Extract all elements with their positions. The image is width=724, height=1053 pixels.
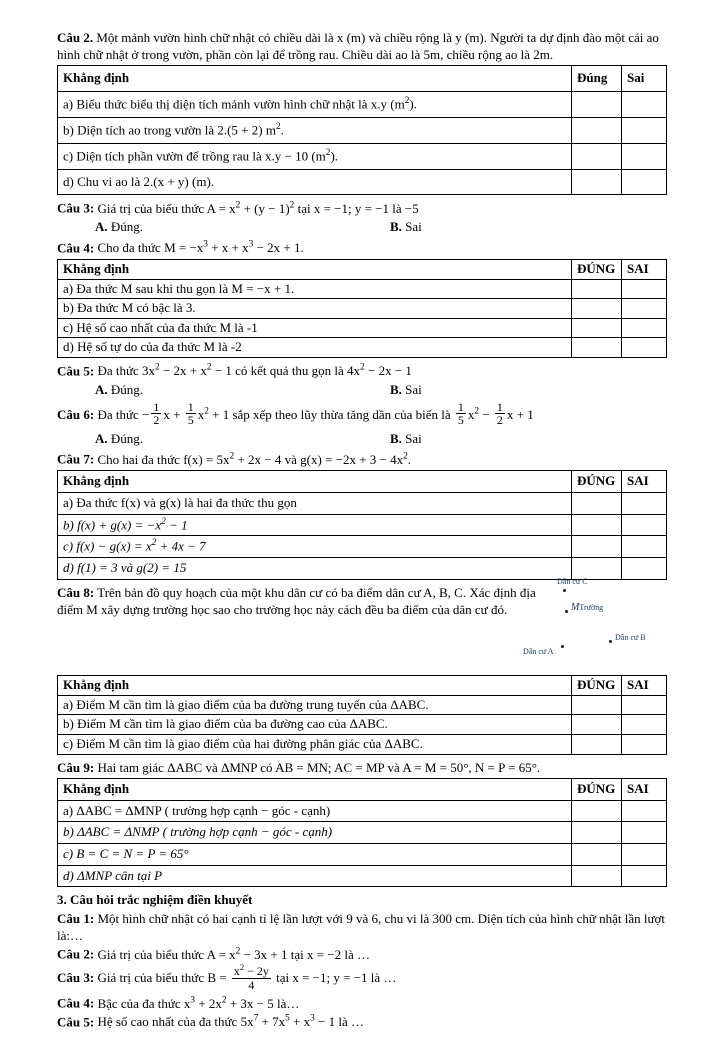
- answer-true-cell[interactable]: [572, 338, 622, 358]
- question-2-label: Câu 2.: [57, 30, 94, 45]
- fill-question-5: [57, 1014, 667, 1031]
- answer-true-cell[interactable]: [572, 169, 622, 195]
- option-b: [390, 382, 422, 399]
- table-row: [58, 865, 667, 887]
- answer-true-cell[interactable]: [572, 822, 622, 844]
- table-row: [58, 143, 667, 169]
- option-a: [95, 219, 390, 236]
- option-b-label: B.: [390, 381, 402, 397]
- table-row: [58, 822, 667, 844]
- option-a-text: Đúng.: [107, 381, 144, 397]
- statement-cell: d) Hệ số tự do của đa thức M là -2: [58, 338, 572, 358]
- fill-question-2-text: Giá trị của biểu thức $A = x^2 - 3x + 1$ tại x = −2 là …: [94, 946, 371, 962]
- table-row: [58, 715, 667, 735]
- question-9-text: Hai tam giác ΔABC và ΔMNP có AB = MN; AC = MP và A = M = 50°, N = P = 65°.: [94, 759, 541, 775]
- table-row: [58, 536, 667, 558]
- table-row: [58, 514, 667, 536]
- question-6: [57, 399, 667, 429]
- option-b-label: B.: [390, 430, 402, 446]
- answer-true-cell[interactable]: [572, 143, 622, 169]
- answer-true-cell[interactable]: [572, 844, 622, 866]
- question-3-options: [57, 219, 667, 236]
- statement-cell: c) Diện tích phần vườn để trồng rau là x.y − 10 $(m^2)$.: [58, 143, 572, 169]
- q8-map-diagram: [517, 577, 667, 665]
- point-label-m-truong: [571, 603, 603, 613]
- option-b: [390, 431, 422, 448]
- table-row: [58, 169, 667, 195]
- table-row: [58, 299, 667, 319]
- option-b-text: Sai: [401, 430, 422, 446]
- statement-cell: a) Điểm M cần tìm là giao điểm của ba đường trung tuyến của ΔABC.: [58, 695, 572, 715]
- question-3: [57, 200, 667, 217]
- section-3-heading: 3. Câu hỏi trắc nghiệm điền khuyết: [57, 892, 253, 908]
- answer-false-cell[interactable]: [622, 279, 667, 299]
- answer-true-cell[interactable]: [572, 299, 622, 319]
- answer-false-cell[interactable]: [622, 143, 667, 169]
- answer-true-cell[interactable]: [572, 695, 622, 715]
- statement-cell: c) Điểm M cần tìm là giao điểm của hai đường phân giác của ΔABC.: [58, 734, 572, 754]
- question-3-label: Câu 3:: [57, 200, 95, 216]
- question-8: [57, 585, 562, 618]
- point-dot-m: [565, 610, 568, 613]
- answer-true-cell[interactable]: [572, 492, 622, 514]
- question-3-text: Giá trị của biểu thức $A = x^2 + (y - 1)^2$ tại x = −1; y = −1 là −5: [94, 200, 419, 216]
- question-6-text: Đa thức − $\frac{1}{2}$ x + $\frac{1}{5}$ $x^2 + 1$ sắp xếp theo lũy thừa tăng dần của biến là $\frac{1}{5}$ $x^2$ − $\frac{1}{2}$ x + 1: [94, 399, 534, 428]
- statement-cell: a) Đa thức M sau khi thu gọn là M = −x + 1.: [58, 279, 572, 299]
- answer-true-cell[interactable]: [572, 800, 622, 822]
- answer-true-cell[interactable]: [572, 318, 622, 338]
- question-4-text: Cho đa thức $M = -x^3 + x + x^3 - 2x + 1$.: [94, 239, 304, 256]
- fill-question-4: [57, 995, 667, 1012]
- table-row: [58, 338, 667, 358]
- table-row: [58, 91, 667, 117]
- fill-question-3-label: Câu 3:: [57, 970, 95, 986]
- question-5: [57, 363, 667, 380]
- question-5-text: Đa thức $3x^2 - 2x + x^2 - 1$ có kết quả thu gọn là $4x^2 - 2x - 1$: [94, 363, 412, 379]
- table-row: [58, 800, 667, 822]
- fill-question-4-text: Bậc của đa thức $x^3 + 2x^2 + 3x - 5$ là…: [94, 995, 300, 1011]
- fill-question-2: [57, 946, 667, 963]
- header-dung: Đúng: [572, 66, 622, 92]
- option-b-label: B.: [390, 219, 402, 235]
- question-4-label: Câu 4:: [57, 240, 95, 256]
- option-a: [95, 382, 390, 399]
- header-sai: SAI: [622, 779, 667, 801]
- statement-cell: a) ΔABC = ΔMNP ( trường hợp cạnh − góc - cạnh): [58, 800, 572, 822]
- option-b: [390, 219, 422, 236]
- fill-question-1: [57, 911, 667, 944]
- question-5-options: [57, 382, 667, 399]
- answer-false-cell[interactable]: [622, 715, 667, 735]
- question-9: [57, 760, 667, 777]
- answer-true-cell[interactable]: [572, 91, 622, 117]
- header-khang-dinh: Khẳng định: [58, 259, 572, 279]
- table-row: [58, 117, 667, 143]
- answer-false-cell[interactable]: [622, 822, 667, 844]
- statement-cell: b) $f(x) + g(x) = -x^2 - 1$: [58, 514, 572, 536]
- question-9-table: [57, 778, 667, 887]
- option-b-text: Sai: [401, 219, 422, 235]
- fill-question-5-text: Hệ số cao nhất của đa thức $5x^7 + 7x^5 + x^3 - 1$ là …: [94, 1014, 365, 1030]
- option-a-text: Đúng.: [107, 430, 144, 446]
- question-7-table: [57, 470, 667, 580]
- question-8-text: Trên bản đồ quy hoạch của một khu dân cư có ba điểm dân cư A, B, C. Xác định địa điểm M xây dựng trường học sao cho trường học này cách đều ba điểm của dân cư đó.: [57, 585, 536, 617]
- option-a-text: Đúng.: [107, 219, 144, 235]
- question-4-table: [57, 259, 667, 358]
- statement-cell: a) Đa thức f(x) và g(x) là hai đa thức thu gọn: [58, 492, 572, 514]
- statement-cell: d) Chu vi ao là 2.(x + y) (m).: [58, 169, 572, 195]
- point-m-letter: M: [571, 602, 580, 614]
- statement-cell: a) Biểu thức biểu thị diện tích mảnh vườn hình chữ nhật là x.y $(m^2)$.: [58, 91, 572, 117]
- table-row: [58, 318, 667, 338]
- question-7: [57, 451, 667, 468]
- answer-false-cell[interactable]: [622, 695, 667, 715]
- fill-question-3-text: Giá trị của biểu thức B = $\frac{x^2 - 2y}{4}$ tại x = −1; y = −1 là …: [94, 962, 397, 992]
- point-dot-a: [561, 645, 564, 648]
- header-dung: ĐÚNG: [572, 259, 622, 279]
- header-dung: ĐÚNG: [572, 779, 622, 801]
- answer-false-cell[interactable]: [622, 318, 667, 338]
- question-6-label: Câu 6:: [57, 406, 95, 422]
- table-row: [58, 734, 667, 754]
- question-2-table: [57, 65, 667, 195]
- header-sai: SAI: [622, 676, 667, 696]
- answer-false-cell[interactable]: [622, 865, 667, 887]
- question-6-options: [57, 431, 667, 448]
- fill-question-5-label: Câu 5:: [57, 1014, 95, 1030]
- header-sai: Sai: [622, 66, 667, 92]
- answer-true-cell[interactable]: [572, 734, 622, 754]
- statement-cell: d) ΔMNP cân tại P: [58, 865, 572, 887]
- fill-question-1-label: Câu 1:: [57, 910, 95, 926]
- answer-false-cell[interactable]: [622, 844, 667, 866]
- statement-cell: b) Diện tích ao trong vườn là 2.(5 + 2) $m^2$.: [58, 117, 572, 143]
- header-khang-dinh: Khẳng định: [58, 676, 572, 696]
- statement-cell: b) Điểm M cần tìm là giao điểm của ba đường cao của ΔABC.: [58, 715, 572, 735]
- statement-cell: c) B = C = N = P = 65°: [58, 844, 572, 866]
- table-header-row: [58, 676, 667, 696]
- fill-question-4-label: Câu 4:: [57, 995, 95, 1011]
- header-sai: SAI: [622, 471, 667, 493]
- question-8-label: Câu 8:: [57, 585, 95, 601]
- statement-cell: b) ΔABC = ΔNMP ( trường hợp cạnh − góc - cạnh): [58, 822, 572, 844]
- point-m-sub: Trường: [579, 603, 604, 613]
- option-a: [95, 431, 390, 448]
- table-row: [58, 695, 667, 715]
- answer-true-cell[interactable]: [572, 279, 622, 299]
- table-row: [58, 492, 667, 514]
- answer-false-cell[interactable]: [622, 91, 667, 117]
- question-8-table: [57, 675, 667, 755]
- answer-false-cell[interactable]: [622, 514, 667, 536]
- answer-true-cell[interactable]: [572, 117, 622, 143]
- point-label-dan-cu-a: Dân cư A: [523, 647, 554, 657]
- answer-false-cell[interactable]: [622, 492, 667, 514]
- question-9-label: Câu 9:: [57, 759, 95, 775]
- option-a-label: A.: [95, 381, 108, 397]
- answer-false-cell[interactable]: [622, 536, 667, 558]
- table-header-row: [58, 259, 667, 279]
- point-label-dan-cu-c: Dân cư C: [557, 577, 588, 587]
- question-7-label: Câu 7:: [57, 451, 95, 467]
- option-a-label: A.: [95, 430, 108, 446]
- fill-question-3: [57, 962, 667, 993]
- option-b-text: Sai: [401, 381, 422, 397]
- question-2-text: Một mảnh vườn hình chữ nhật có chiều dài là x (m) và chiều rộng là y (m). Người ta dự định đào một cái ao hình chữ nhật ở trong vườn, phần còn lại để trồng rau. Chiều dài ao là 5m, chiều rộng ao là 2m.: [57, 30, 659, 62]
- point-dot-b: [609, 640, 612, 643]
- answer-false-cell[interactable]: [622, 734, 667, 754]
- header-sai: SAI: [622, 259, 667, 279]
- table-header-row: [58, 779, 667, 801]
- point-dot-c: [563, 589, 566, 592]
- header-dung: ĐÚNG: [572, 471, 622, 493]
- question-7-text: Cho hai đa thức $f(x) = 5x^2 + 2x - 4$ và $g(x) = -2x + 3 - 4x^2$.: [94, 451, 412, 467]
- answer-false-cell[interactable]: [622, 338, 667, 358]
- answer-false-cell[interactable]: [622, 800, 667, 822]
- header-khang-dinh: Khẳng định: [58, 66, 572, 92]
- answer-true-cell[interactable]: [572, 514, 622, 536]
- answer-true-cell[interactable]: [572, 865, 622, 887]
- table-row: [58, 279, 667, 299]
- header-khang-dinh: Khẳng định: [58, 471, 572, 493]
- statement-cell: c) $f(x) - g(x) = x^2 + 4x - 7$: [58, 536, 572, 558]
- fill-question-1-text: Một hình chữ nhật có hai cạnh tỉ lệ lần lượt với 9 và 6, chu vi là 300 cm. Diện tích của hình chữ nhật lần lượt là:…: [57, 910, 666, 943]
- table-header-row: [58, 66, 667, 92]
- statement-cell: d) f(1) = 3 và g(2) = 15: [58, 558, 572, 580]
- answer-true-cell[interactable]: [572, 715, 622, 735]
- header-dung: ĐÚNG: [572, 676, 622, 696]
- statement-cell: c) Hệ số cao nhất của đa thức M là -1: [58, 318, 572, 338]
- question-4: [57, 240, 667, 257]
- fill-question-2-label: Câu 2:: [57, 946, 95, 962]
- answer-true-cell[interactable]: [572, 536, 622, 558]
- question-5-label: Câu 5:: [57, 363, 95, 379]
- question-8-block: [57, 577, 667, 673]
- table-header-row: [58, 471, 667, 493]
- answer-false-cell[interactable]: [622, 169, 667, 195]
- question-2: [57, 30, 667, 63]
- option-a-label: A.: [95, 219, 108, 235]
- answer-false-cell[interactable]: [622, 299, 667, 319]
- header-khang-dinh: Khẳng định: [58, 779, 572, 801]
- statement-cell: b) Đa thức M có bậc là 3.: [58, 299, 572, 319]
- table-row: [58, 844, 667, 866]
- answer-false-cell[interactable]: [622, 117, 667, 143]
- point-label-dan-cu-b: Dân cư B: [615, 633, 646, 643]
